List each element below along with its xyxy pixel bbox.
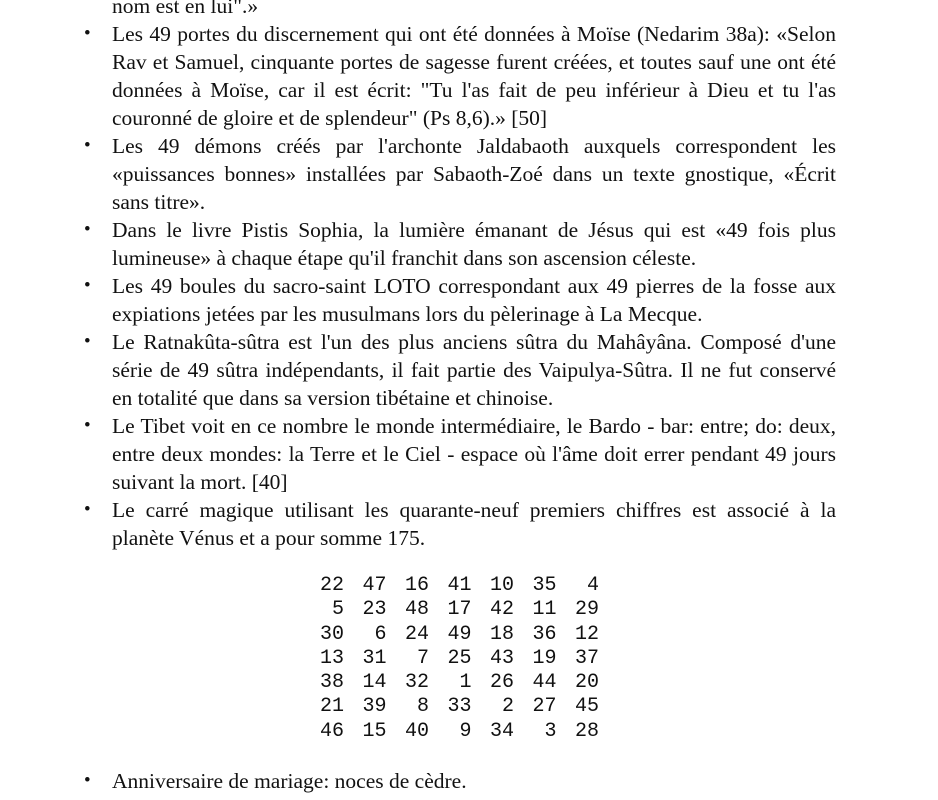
list-item-text: Le Ratnakûta-sûtra est l'un des plus anciens sûtra du Mahâyâna. Composé d'une série de 49 sûtra indépendants, il fait partie des Vaipulya-Sûtra. Il ne fut conservé en totalité que dans sa version tibétaine et chinoise. (112, 330, 836, 410)
list-item-text: Anniversaire de mariage: noces de cèdre. (112, 769, 467, 793)
bullet-icon: • (84, 415, 91, 436)
table-cell: 32 (405, 671, 430, 695)
table-cell: 18 (490, 622, 515, 646)
table-cell: 13 (320, 646, 345, 670)
table-cell: 41 (447, 574, 472, 597)
table-cell: 4 (587, 574, 600, 597)
table-row (320, 720, 599, 744)
table-cell: 43 (490, 646, 515, 670)
table-cell: 47 (362, 574, 387, 597)
table-cell: 1 (459, 671, 472, 695)
list-item (0, 272, 836, 328)
table-cell: 46 (320, 719, 345, 743)
bullet-icon: • (84, 499, 91, 520)
table-row (320, 574, 599, 598)
continued-text-line: nom est en lui".» (112, 0, 259, 18)
table-row (320, 695, 599, 719)
list-item-text: Dans le livre Pistis Sophia, la lumière émanant de Jésus qui est «49 fois plus lumineuse» à chaque étape qu'il franchit dans son ascension céleste. (112, 218, 836, 270)
list-item-text: Les 49 boules du sacro-saint LOTO correspondant aux 49 pierres de la fosse aux expiations jetées par les musulmans lors du pèlerinage à La Mecque. (112, 274, 836, 326)
table-cell: 34 (490, 719, 515, 743)
table-cell: 12 (575, 622, 600, 646)
table-cell: 40 (405, 719, 430, 743)
table-cell: 48 (405, 598, 430, 622)
list-item (0, 216, 836, 272)
table-cell: 24 (405, 622, 430, 646)
table-cell: 7 (417, 646, 430, 670)
table-cell: 35 (532, 574, 557, 597)
table-cell: 29 (575, 598, 600, 622)
table-cell: 26 (490, 671, 515, 695)
table-cell: 28 (575, 719, 600, 743)
table-row (320, 623, 599, 647)
table-cell: 20 (575, 671, 600, 695)
table-cell: 36 (532, 622, 557, 646)
table-cell: 33 (447, 695, 472, 719)
list-item (0, 20, 836, 132)
table-cell: 9 (459, 719, 472, 743)
table-cell: 14 (362, 671, 387, 695)
list-item (0, 496, 836, 552)
table-row (320, 598, 599, 622)
list-item (0, 767, 467, 795)
table-cell: 45 (575, 695, 600, 719)
list-item-text: Le Tibet voit en ce nombre le monde intermédiaire, le Bardo - bar: entre; do: deux, entre deux mondes: la Terre et le Ciel - espace où l'âme doit errer pendant 49 jours suivant la mort. [40] (112, 414, 836, 494)
table-cell: 22 (320, 574, 345, 597)
table-cell: 2 (502, 695, 515, 719)
table-cell: 27 (532, 695, 557, 719)
table-cell: 25 (447, 646, 472, 670)
bullet-icon: • (84, 331, 91, 352)
bullet-icon: • (84, 770, 91, 791)
table-cell: 10 (490, 574, 515, 597)
final-bullet-list (0, 767, 467, 795)
list-item-text: Les 49 démons créés par l'archonte Jaldabaoth auxquels correspondent les «puissances bonnes» installées par Sabaoth-Zoé dans un texte gnostique, «Écrit sans titre». (112, 134, 836, 214)
table-cell: 5 (332, 598, 345, 622)
table-cell: 8 (417, 695, 430, 719)
bullet-icon: • (84, 23, 91, 44)
table-cell: 42 (490, 598, 515, 622)
table-cell: 44 (532, 671, 557, 695)
bullet-icon: • (84, 275, 91, 296)
table-cell: 11 (532, 598, 557, 622)
bullet-list (0, 20, 938, 552)
list-item (0, 132, 836, 216)
list-item (0, 412, 836, 496)
table-cell: 31 (362, 646, 387, 670)
table-cell: 39 (362, 695, 387, 719)
table-cell: 16 (405, 574, 430, 597)
magic-square-table (320, 574, 599, 744)
table-cell: 15 (362, 719, 387, 743)
table-row (320, 647, 599, 671)
table-cell: 6 (374, 622, 387, 646)
table-cell: 19 (532, 646, 557, 670)
table-cell: 49 (447, 622, 472, 646)
table-cell: 3 (544, 719, 557, 743)
table-cell: 38 (320, 671, 345, 695)
table-cell: 37 (575, 646, 600, 670)
list-item (0, 328, 836, 412)
table-cell: 17 (447, 598, 472, 622)
bullet-icon: • (84, 135, 91, 156)
table-cell: 21 (320, 695, 345, 719)
table-cell: 23 (362, 598, 387, 622)
table-row (320, 671, 599, 695)
list-item-text: Le carré magique utilisant les quarante-neuf premiers chiffres est associé à la planète Vénus et a pour somme 175. (112, 498, 836, 550)
bullet-icon: • (84, 219, 91, 240)
list-item-text: Les 49 portes du discernement qui ont été données à Moïse (Nedarim 38a): «Selon Rav et Samuel, cinquante portes de sagesse furent créées, et toutes sauf une ont été données à Moïse, car il est écrit: "Tu l'as fait de peu inférieur à Dieu et tu l'as couronné de gloire et de splendeur" (Ps 8,6).» [50] (112, 22, 836, 130)
table-cell: 30 (320, 622, 345, 646)
